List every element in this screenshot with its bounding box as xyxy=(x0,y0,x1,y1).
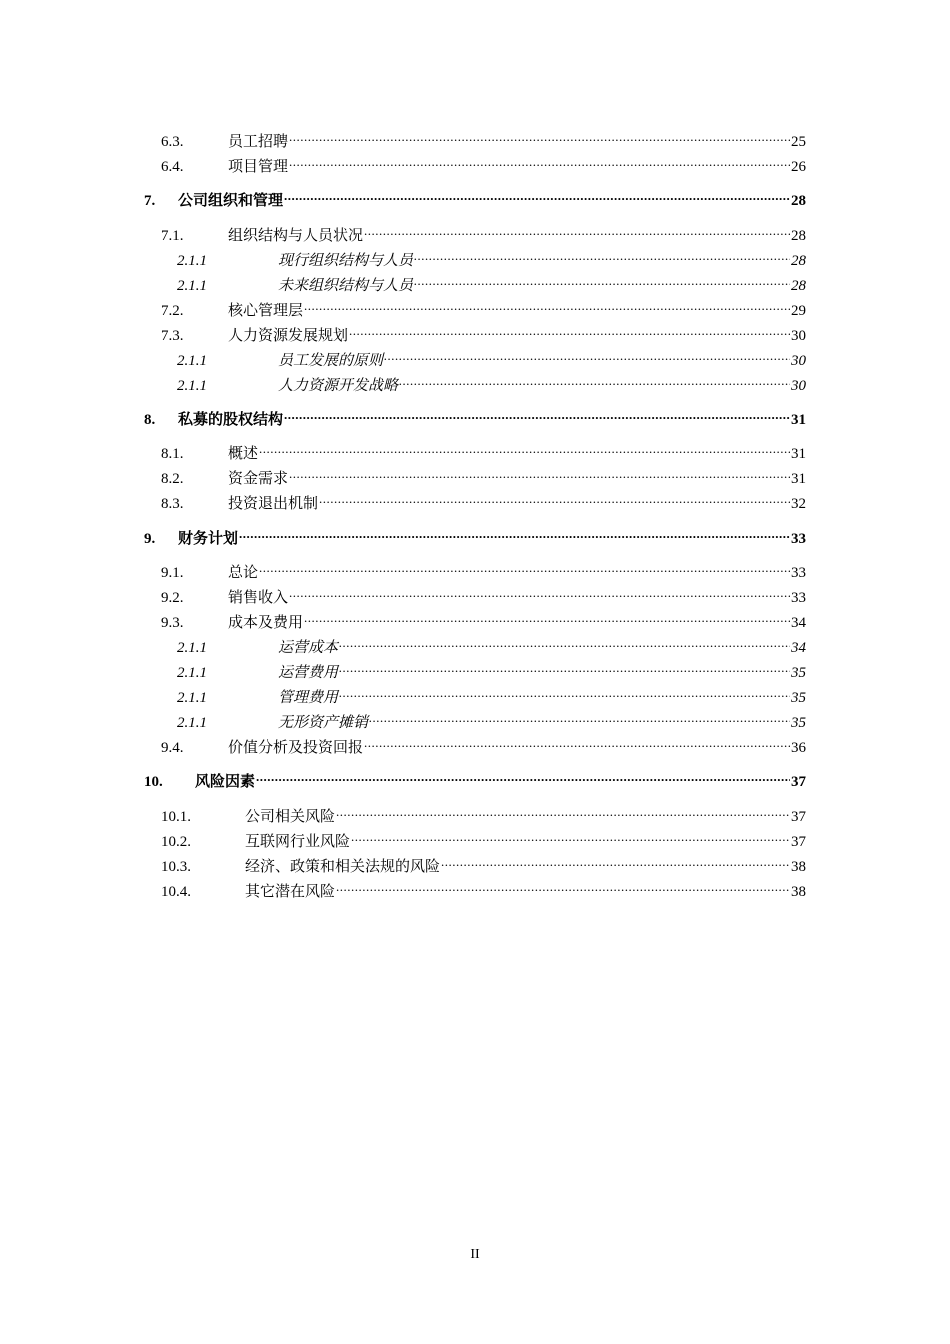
toc-entry[interactable] xyxy=(144,523,806,547)
toc-entry-title: 其它潜在风险 xyxy=(245,884,336,900)
toc-entry-page: 28 xyxy=(791,278,806,294)
toc-dot-leader xyxy=(284,404,790,424)
toc-dot-leader xyxy=(289,126,790,146)
toc-dot-leader xyxy=(259,557,790,577)
toc-entry[interactable] xyxy=(161,151,806,175)
toc-entry[interactable] xyxy=(161,801,806,825)
toc-entry-page: 26 xyxy=(791,159,806,175)
toc-entry[interactable] xyxy=(161,438,806,462)
toc-entry-page: 28 xyxy=(791,193,806,209)
toc-entry[interactable] xyxy=(177,245,806,269)
toc-entry-number: 2.1.1 xyxy=(177,253,207,269)
toc-entry-page: 30 xyxy=(791,328,806,344)
toc-dot-leader xyxy=(339,632,790,652)
toc-entry-page: 33 xyxy=(791,590,806,606)
toc-entry-title: 资金需求 xyxy=(228,471,289,487)
toc-entry[interactable] xyxy=(144,404,806,428)
toc-entry-page: 38 xyxy=(791,859,806,875)
toc-entry-title: 公司组织和管理 xyxy=(178,193,284,209)
toc-entry[interactable] xyxy=(161,876,806,900)
toc-entry-number: 10.4. xyxy=(161,884,191,900)
toc-entry-number: 6.3. xyxy=(161,134,184,150)
toc-entry-page: 28 xyxy=(791,253,806,269)
toc-entry-title: 价值分析及投资回报 xyxy=(228,740,364,756)
toc-dot-leader xyxy=(414,270,790,290)
toc-entry-page: 33 xyxy=(791,531,806,547)
toc-entry-page: 37 xyxy=(791,834,806,850)
toc-entry-number: 10.3. xyxy=(161,859,191,875)
toc-entry[interactable] xyxy=(161,320,806,344)
toc-entry[interactable] xyxy=(177,632,806,656)
toc-entry-number: 7.3. xyxy=(161,328,184,344)
toc-dot-leader xyxy=(256,766,790,786)
toc-entry-title: 经济、政策和相关法规的风险 xyxy=(245,859,441,875)
toc-dot-leader xyxy=(319,488,790,508)
toc-entry-title: 财务计划 xyxy=(178,531,239,547)
toc-entry[interactable] xyxy=(144,185,806,209)
toc-entry-page: 36 xyxy=(791,740,806,756)
toc-entry-page: 25 xyxy=(791,134,806,150)
toc-entry[interactable] xyxy=(177,682,806,706)
toc-dot-leader xyxy=(351,826,790,846)
toc-dot-leader xyxy=(304,295,790,315)
toc-dot-leader xyxy=(369,707,790,727)
toc-entry[interactable] xyxy=(161,582,806,606)
toc-dot-leader xyxy=(399,370,790,390)
toc-dot-leader xyxy=(339,682,790,702)
toc-entry-number: 6.4. xyxy=(161,159,184,175)
toc-entry-title: 现行组织结构与人员 xyxy=(278,253,414,269)
toc-entry-page: 35 xyxy=(791,690,806,706)
toc-entry-page: 31 xyxy=(791,446,806,462)
toc-dot-leader xyxy=(284,185,790,205)
toc-dot-leader xyxy=(289,463,790,483)
toc-entry-title: 成本及费用 xyxy=(228,615,304,631)
toc-entry-title: 运营成本 xyxy=(278,640,339,656)
toc-dot-leader xyxy=(259,438,790,458)
toc-entry-title: 项目管理 xyxy=(228,159,289,175)
toc-entry-page: 35 xyxy=(791,715,806,731)
toc-entry-number: 2.1.1 xyxy=(177,353,207,369)
toc-entry[interactable] xyxy=(161,851,806,875)
toc-dot-leader xyxy=(349,320,790,340)
toc-entry-number: 2.1.1 xyxy=(177,640,207,656)
toc-entry-number: 8.1. xyxy=(161,446,184,462)
toc-entry-page: 37 xyxy=(791,809,806,825)
toc-entry[interactable] xyxy=(161,220,806,244)
toc-entry-title: 无形资产摊销 xyxy=(278,715,369,731)
toc-entry-title: 员工发展的原则 xyxy=(278,353,384,369)
toc-entry-page: 35 xyxy=(791,665,806,681)
toc-dot-leader xyxy=(289,582,790,602)
toc-entry-title: 人力资源发展规划 xyxy=(228,328,349,344)
toc-entry[interactable] xyxy=(161,295,806,319)
toc-entry-number: 7. xyxy=(144,193,156,209)
toc-entry-page: 34 xyxy=(791,615,806,631)
toc-entry-number: 8.3. xyxy=(161,496,184,512)
toc-entry-number: 7.1. xyxy=(161,228,184,244)
toc-entry-page: 28 xyxy=(791,228,806,244)
toc-entry-number: 2.1.1 xyxy=(177,665,207,681)
toc-dot-leader xyxy=(239,523,790,543)
toc-entry-number: 9.4. xyxy=(161,740,184,756)
toc-entry-title: 互联网行业风险 xyxy=(245,834,351,850)
toc-entry-title: 投资退出机制 xyxy=(228,496,319,512)
toc-entry-page: 29 xyxy=(791,303,806,319)
toc-entry-title: 核心管理层 xyxy=(228,303,304,319)
toc-entry-page: 31 xyxy=(791,471,806,487)
toc-entry[interactable] xyxy=(177,345,806,369)
toc-entry[interactable] xyxy=(177,707,806,731)
page-number-footer: II xyxy=(470,1247,480,1262)
toc-entry-title: 管理费用 xyxy=(278,690,339,706)
toc-entry-page: 37 xyxy=(791,774,806,790)
toc-entry-title: 运营费用 xyxy=(278,665,339,681)
toc-entry-page: 38 xyxy=(791,884,806,900)
toc-entry-number: 2.1.1 xyxy=(177,378,207,394)
toc-dot-leader xyxy=(384,345,790,365)
toc-entry[interactable] xyxy=(177,370,806,394)
toc-entry-number: 2.1.1 xyxy=(177,715,207,731)
toc-entry[interactable] xyxy=(161,826,806,850)
toc-dot-leader xyxy=(336,801,790,821)
toc-entry[interactable] xyxy=(177,657,806,681)
toc-entry[interactable] xyxy=(161,732,806,756)
toc-entry-number: 2.1.1 xyxy=(177,690,207,706)
toc-entry-number: 2.1.1 xyxy=(177,278,207,294)
toc-entry-number: 10.2. xyxy=(161,834,191,850)
toc-entry-number: 8.2. xyxy=(161,471,184,487)
toc-entry-title: 员工招聘 xyxy=(228,134,289,150)
toc-entry[interactable] xyxy=(177,270,806,294)
toc-dot-leader xyxy=(441,851,790,871)
toc-dot-leader xyxy=(414,245,790,265)
toc-entry-title: 未来组织结构与人员 xyxy=(278,278,414,294)
toc-entry-number: 7.2. xyxy=(161,303,184,319)
toc-dot-leader xyxy=(364,220,790,240)
toc-dot-leader xyxy=(304,607,790,627)
toc-entry[interactable] xyxy=(144,766,806,790)
toc-entry-title: 销售收入 xyxy=(228,590,289,606)
toc-entry-title: 组织结构与人员状况 xyxy=(228,228,364,244)
toc-dot-leader xyxy=(339,657,790,677)
toc-entry-page: 34 xyxy=(791,640,806,656)
toc-entry-title: 风险因素 xyxy=(195,774,256,790)
toc-entry[interactable] xyxy=(161,557,806,581)
toc-entry[interactable] xyxy=(161,607,806,631)
toc-entry-title: 概述 xyxy=(228,446,259,462)
toc-entry-number: 9.2. xyxy=(161,590,184,606)
toc-dot-leader xyxy=(336,876,790,896)
toc-entry-page: 30 xyxy=(791,378,806,394)
toc-entry[interactable] xyxy=(161,463,806,487)
toc-entry-page: 31 xyxy=(791,412,806,428)
toc-entry-number: 9.3. xyxy=(161,615,184,631)
toc-entry[interactable] xyxy=(161,488,806,512)
toc-entry-title: 人力资源开发战略 xyxy=(278,378,399,394)
toc-dot-leader xyxy=(364,732,790,752)
toc-entry-number: 8. xyxy=(144,412,156,428)
toc-entry-number: 9.1. xyxy=(161,565,184,581)
toc-entry-number: 10.1. xyxy=(161,809,191,825)
toc-entry-title: 私募的股权结构 xyxy=(178,412,284,428)
toc-entry[interactable] xyxy=(161,126,806,150)
toc-dot-leader xyxy=(289,151,790,171)
toc-entry-number: 9. xyxy=(144,531,156,547)
toc-entry-title: 总论 xyxy=(228,565,259,581)
toc-entry-number: 10. xyxy=(144,774,163,790)
toc-entry-page: 33 xyxy=(791,565,806,581)
toc-entry-page: 30 xyxy=(791,353,806,369)
toc-entry-title: 公司相关风险 xyxy=(245,809,336,825)
toc-entry-page: 32 xyxy=(791,496,806,512)
